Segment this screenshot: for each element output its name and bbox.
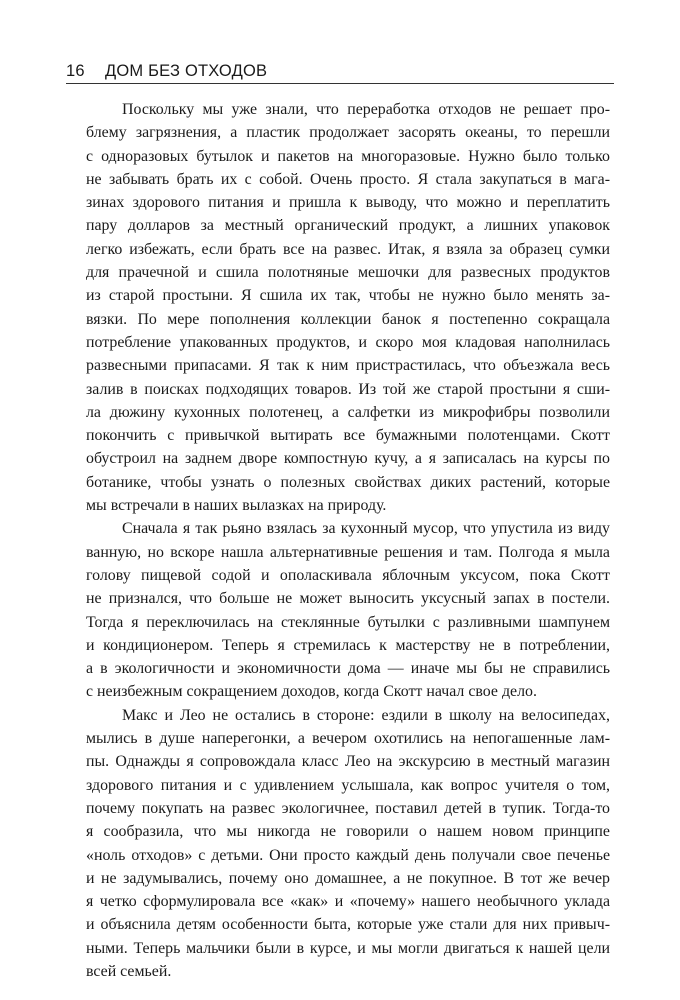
running-title: ДОМ БЕЗ ОТХОДОВ xyxy=(105,62,268,80)
text-line: ботанике, чтобы узнать о полезных свойствах диких растений, которые xyxy=(86,473,610,491)
text-line: и не задумывались, почему оно домашнее, а не покупное. В тот же вечер xyxy=(86,869,610,887)
text-line: всей семьей. xyxy=(86,962,172,980)
text-line: и объяснила детям особенности быта, которые уже стали для них привыч- xyxy=(86,916,610,934)
paragraph xyxy=(86,517,610,703)
header-rule xyxy=(66,83,614,84)
text-line: обустроил на заднем дворе компостную кучу, а я записалась на курсы по xyxy=(86,450,610,468)
text-line: мылись в душе наперегонки, а вечером охотились на непогашенные лам- xyxy=(86,730,610,748)
text-line: Тогда я переключилась на стеклянные бутылки с разливными шампунем xyxy=(86,613,610,631)
text-line: вязки. По мере пополнения коллекции банок я постепенно сокращала xyxy=(86,310,610,328)
page-number: 16 xyxy=(66,62,85,80)
text-line: мы встречали в наших вылазках на природу. xyxy=(86,497,387,515)
text-line: ными. Теперь мальчики были в курсе, и мы могли двигаться к нашей цели xyxy=(86,939,610,957)
text-line: и кондиционером. Теперь я стремилась к мастерству не в потреблении, xyxy=(86,636,610,654)
text-line: пару долларов за местный органический продукт, а лишних упаковок xyxy=(86,217,610,235)
text-line: блему загрязнения, а пластик продолжает засорять океаны, то перешли xyxy=(86,124,610,142)
text-line: «ноль отходов» с детьми. Они просто каждый день получали свое печенье xyxy=(86,846,610,864)
text-line: из старой простыни. Я сшила их так, чтобы не нужно было менять за- xyxy=(86,287,610,305)
text-line: ванную, но вскоре нашла альтернативные решения и там. Полгода я мыла xyxy=(86,543,610,561)
text-line: легко избежать, если брать все на развес. Итак, я взяла за образец сумки xyxy=(86,240,610,258)
text-line: для прачечной и сшила полотняные мешочки для развесных продуктов xyxy=(86,264,610,282)
text-line: покончить с привычкой вытирать все бумажными полотенцами. Скотт xyxy=(86,427,610,445)
text-line: не признался, что больше не может выносить уксусный запах в постели. xyxy=(86,590,610,608)
paragraph xyxy=(86,98,610,517)
text-line: с неизбежным сокращением доходов, когда Скотт начал свое дело. xyxy=(86,683,537,701)
text-line: почему покупать на развес экологичнее, поставил детей в тупик. Тогда-то xyxy=(86,799,610,817)
text-line: ла дюжину кухонных полотенец, а салфетки из микрофибры позволили xyxy=(86,403,610,421)
text-line: Макс и Лео не остались в стороне: ездили в школу на велосипедах, xyxy=(122,706,610,724)
paragraph xyxy=(86,704,610,984)
text-line: зинах здорового питания и пришла к выводу, что можно и переплатить xyxy=(86,194,610,212)
text-line: залив в поисках подходящих товаров. Из той же старой простыни я сши- xyxy=(86,380,610,398)
text-line: с одноразовых бутылок и пакетов на многоразовые. Нужно было только xyxy=(86,147,610,165)
text-line: не забывать брать их с собой. Очень просто. Я стала закупаться в мага- xyxy=(86,170,610,188)
body-text xyxy=(86,98,610,983)
text-line: Сначала я так рьяно взялась за кухонный мусор, что упустила из виду xyxy=(122,520,610,538)
text-line: я сообразила, что мы никогда не говорили о нашем новом принципе xyxy=(86,823,610,841)
text-line: Поскольку мы уже знали, что переработка отходов не решает про- xyxy=(122,101,610,118)
text-line: развесными припасами. Я так к ним пристрастилась, что объезжала весь xyxy=(86,357,610,375)
text-line: голову пищевой содой и ополаскивала яблочным уксусом, пока Скотт xyxy=(86,566,610,584)
text-line: я четко сформулировала все «как» и «почему» нашего необычного уклада xyxy=(86,893,610,911)
text-line: потребление упакованных продуктов, и скоро моя кладовая наполнилась xyxy=(86,333,610,351)
text-line: пы. Однажды я сопровождала класс Лео на экскурсию в местный магазин xyxy=(86,753,610,771)
text-line: здорового питания и с удивлением услышала, как вопрос учителя о том, xyxy=(86,776,610,794)
text-line: а в экологичности и экономичности дома — иначе мы бы не справились xyxy=(86,660,610,678)
